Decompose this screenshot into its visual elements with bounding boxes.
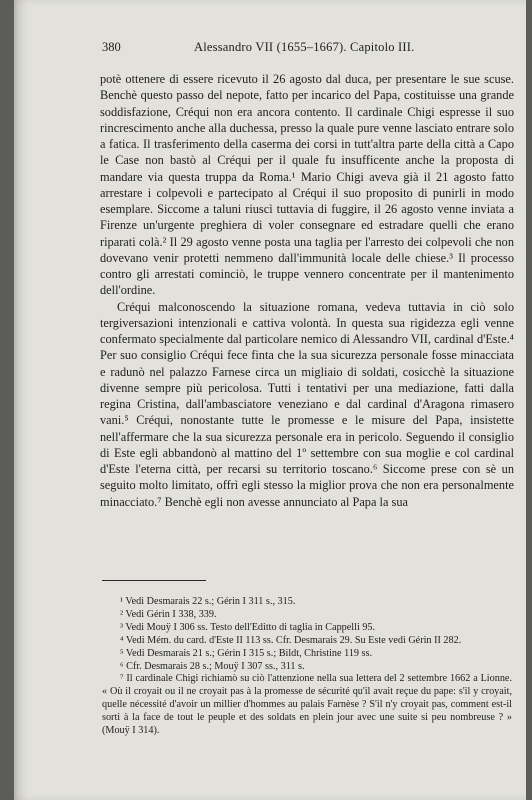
footnote-6: ⁶ Cfr. Desmarais 28 s.; Mouÿ I 307 ss., 311 s. bbox=[120, 660, 305, 672]
footnote-2: ² Vedi Gérin I 338, 339. bbox=[120, 608, 217, 620]
footnote-separator bbox=[102, 580, 206, 581]
paragraph-2: Créqui malconoscendo la situazione romana, vedeva tuttavia in ciò solo tergiversazioni intenzionali e cattiva volontà. In questa sua rigidezza egli venne confermato specialmente dal particolare nemico di Alessandro VII, cardinal d'Este.⁴ Per suo consiglio Créqui fece finta che la sua sicurezza personale fosse minacciata e radunò nel palazzo Farnese circa un migliaio di soldati, cosicchè la situazione divenne sempre più pericolosa. Tutti i tentativi per una mediazione, fatti dalla regina Cristina, dall'ambasciatore veneziano e dal cardinal d'Aragona rimasero vani.⁵ Créqui, nonostante tutte le promesse e le misure del Papa, insistette nell'affermare che la sua sicurezza personale era in pericolo. Seguendo il consiglio di Este egli abbandonò al mattino del 1º settembre con sua moglie e col cardinal d'Este l'eterna città, per recarsi su territorio toscano.⁶ Siccome prese con sè un seguito molto limitato, offrì egli stesso la miglior prova che non era personalmente minacciato.⁷ Benchè egli non avesse annunciato al Papa la sua bbox=[100, 299, 514, 509]
footnote-7: ⁷ Il cardinale Chigi richiamò su ciò l'attenzione nella sua lettera del 2 settembre 1662 a Lionne. « Où il croyait ou il ne croyait pas à la promesse de sécurité qu'il avait reçue du pape: s'il y croyait, quelle nécessité d'avoir un millier d'hommes au palais Farnèse ? S'il n'y croyait pas, comment est-il sorti à la face de tout le peuple et des soldats en plein jour avec une suite si peu nombreuse ? » (Mouÿ I 314). bbox=[102, 673, 512, 737]
page-number: 380 bbox=[102, 40, 121, 54]
footnotes bbox=[102, 596, 512, 738]
paragraph-1: potè ottenere di essere ricevuto il 26 agosto dal duca, per presentare le sue scuse. Benchè questo passo del nepote, fatto per incarico del Papa, costituisse una grande soddisfazione, Créqui non era ancora contento. Il cardinale Chigi espresse il suo rincrescimento anche alla duchessa, presso la quale pure venne lasciato entrare solo a fatica. Il trasferimento della caserma dei corsi in tutt'altra parte della città a Capo le Case non bastò al Créqui per il quale fu insufficente anche la proposta di mandare via questa truppa da Roma.¹ Mario Chigi aveva già il 21 agosto fatto arrestare i colpevoli e partecipato al Créqui il suo proposito di punirli in modo esemplare. Siccome a taluni riuscì tuttavia di fuggire, il 26 agosto venne inviata a Firenze un'urgente preghiera di voler consegnare ed estradare quelli che erano riparati colà.² Il 29 agosto venne posta una taglia per l'arresto dei colpevoli che non dovevano venir protetti nemmeno dall'immunità locale delle chiese.³ Il processo contro gli arrestati cominciò, le truppe vennero concentrate per il mantenimento dell'ordine. bbox=[100, 72, 514, 298]
footnote-1: ¹ Vedi Desmarais 22 s.; Gérin I 311 s., 315. bbox=[120, 596, 296, 607]
footnote-4: ⁴ Vedi Mém. du card. d'Este II 113 ss. Cfr. Desmarais 29. Su Este vedi Gérin II 282. bbox=[120, 634, 462, 646]
main-text bbox=[100, 71, 514, 510]
running-head: Alessandro VII (1655–1667). Capitolo III. bbox=[194, 40, 415, 54]
book-page bbox=[14, 0, 526, 800]
page-header bbox=[102, 40, 514, 60]
footnote-3: ³ Vedi Mouÿ I 306 ss. Testo dell'Editto di taglia in Cappelli 95. bbox=[120, 621, 376, 633]
footnote-5: ⁵ Vedi Desmarais 21 s.; Gérin I 315 s.; Bildt, Christine 119 ss. bbox=[120, 647, 372, 659]
